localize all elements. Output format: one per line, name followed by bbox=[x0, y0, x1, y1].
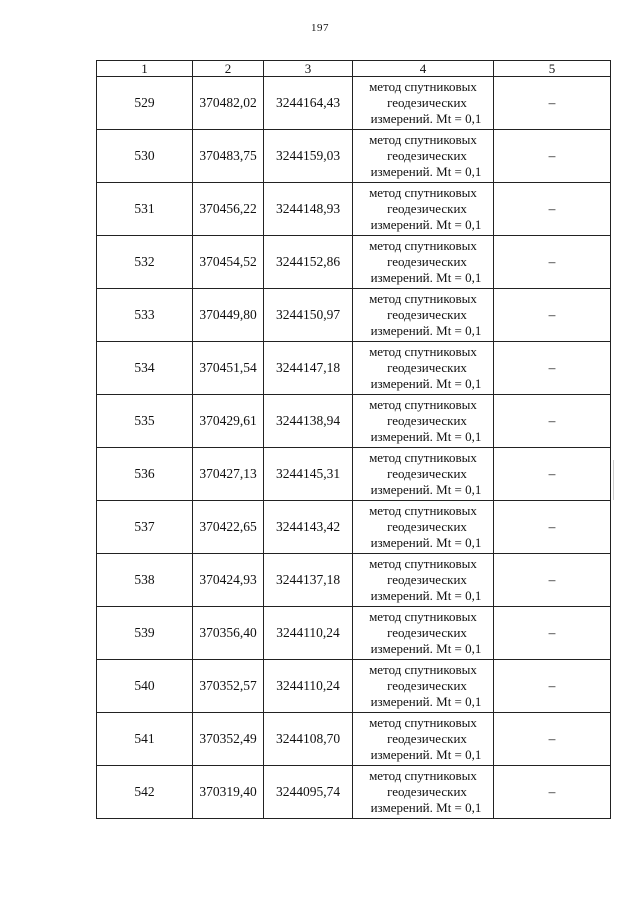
method-line: метод спутниковых bbox=[369, 450, 477, 465]
y-coordinate-cell: 3244137,18 bbox=[264, 554, 353, 607]
x-coordinate-cell: 370427,13 bbox=[193, 448, 264, 501]
note-cell: – bbox=[494, 236, 611, 289]
table-row bbox=[97, 77, 611, 130]
y-coordinate-cell: 3244110,24 bbox=[264, 660, 353, 713]
y-coordinate-cell: 3244138,94 bbox=[264, 395, 353, 448]
note-cell: – bbox=[494, 713, 611, 766]
method-cell bbox=[353, 607, 494, 660]
y-coordinate-cell: 3244095,74 bbox=[264, 766, 353, 819]
table-row bbox=[97, 607, 611, 660]
method-line: геодезических bbox=[387, 413, 467, 428]
method-line: геодезических bbox=[387, 678, 467, 693]
point-number-cell: 533 bbox=[97, 289, 193, 342]
method-line: геодезических bbox=[387, 95, 467, 110]
method-cell bbox=[353, 448, 494, 501]
y-coordinate-cell: 3244145,31 bbox=[264, 448, 353, 501]
x-coordinate-cell: 370429,61 bbox=[193, 395, 264, 448]
method-line: измерений. Mt = 0,1 bbox=[370, 588, 482, 603]
method-line: измерений. Mt = 0,1 bbox=[370, 270, 482, 285]
x-coordinate-cell: 370454,52 bbox=[193, 236, 264, 289]
table-header-row bbox=[97, 61, 611, 77]
x-coordinate-cell: 370483,75 bbox=[193, 130, 264, 183]
y-coordinate-cell: 3244159,03 bbox=[264, 130, 353, 183]
method-line: метод спутниковых bbox=[369, 662, 477, 677]
point-number-cell: 530 bbox=[97, 130, 193, 183]
table-row bbox=[97, 713, 611, 766]
table-row bbox=[97, 130, 611, 183]
note-cell: – bbox=[494, 766, 611, 819]
method-cell bbox=[353, 342, 494, 395]
note-cell: – bbox=[494, 77, 611, 130]
point-number-cell: 538 bbox=[97, 554, 193, 607]
method-line: метод спутниковых bbox=[369, 132, 477, 147]
note-cell: – bbox=[494, 183, 611, 236]
point-number-cell: 535 bbox=[97, 395, 193, 448]
x-coordinate-cell: 370456,22 bbox=[193, 183, 264, 236]
method-line: метод спутниковых bbox=[369, 79, 477, 94]
table-row bbox=[97, 554, 611, 607]
method-line: геодезических bbox=[387, 519, 467, 534]
method-line: измерений. Mt = 0,1 bbox=[370, 641, 482, 656]
column-header-3: 3 bbox=[264, 61, 353, 77]
point-number-cell: 534 bbox=[97, 342, 193, 395]
method-line: метод спутниковых bbox=[369, 609, 477, 624]
table-row bbox=[97, 183, 611, 236]
note-cell: – bbox=[494, 395, 611, 448]
method-cell bbox=[353, 183, 494, 236]
method-line: метод спутниковых bbox=[369, 503, 477, 518]
table-body bbox=[97, 77, 611, 819]
method-line: метод спутниковых bbox=[369, 185, 477, 200]
table-row bbox=[97, 395, 611, 448]
note-cell: – bbox=[494, 501, 611, 554]
method-cell bbox=[353, 395, 494, 448]
method-line: метод спутниковых bbox=[369, 556, 477, 571]
point-number-cell: 542 bbox=[97, 766, 193, 819]
method-line: геодезических bbox=[387, 466, 467, 481]
y-coordinate-cell: 3244147,18 bbox=[264, 342, 353, 395]
column-header-1: 1 bbox=[97, 61, 193, 77]
method-line: измерений. Mt = 0,1 bbox=[370, 376, 482, 391]
method-line: геодезических bbox=[387, 307, 467, 322]
method-cell bbox=[353, 77, 494, 130]
coordinates-table bbox=[96, 60, 611, 819]
table-row bbox=[97, 289, 611, 342]
x-coordinate-cell: 370424,93 bbox=[193, 554, 264, 607]
method-line: метод спутниковых bbox=[369, 397, 477, 412]
method-line: измерений. Mt = 0,1 bbox=[370, 694, 482, 709]
table-row bbox=[97, 448, 611, 501]
note-cell: – bbox=[494, 448, 611, 501]
method-line: метод спутниковых bbox=[369, 715, 477, 730]
method-line: геодезических bbox=[387, 201, 467, 216]
method-cell bbox=[353, 236, 494, 289]
point-number-cell: 532 bbox=[97, 236, 193, 289]
table-row bbox=[97, 342, 611, 395]
x-coordinate-cell: 370482,02 bbox=[193, 77, 264, 130]
y-coordinate-cell: 3244152,86 bbox=[264, 236, 353, 289]
x-coordinate-cell: 370352,57 bbox=[193, 660, 264, 713]
column-header-4: 4 bbox=[353, 61, 494, 77]
method-line: измерений. Mt = 0,1 bbox=[370, 111, 482, 126]
point-number-cell: 531 bbox=[97, 183, 193, 236]
x-coordinate-cell: 370449,80 bbox=[193, 289, 264, 342]
method-line: измерений. Mt = 0,1 bbox=[370, 747, 482, 762]
table-row bbox=[97, 501, 611, 554]
method-line: геодезических bbox=[387, 254, 467, 269]
x-coordinate-cell: 370352,49 bbox=[193, 713, 264, 766]
point-number-cell: 536 bbox=[97, 448, 193, 501]
method-line: измерений. Mt = 0,1 bbox=[370, 323, 482, 338]
method-line: измерений. Mt = 0,1 bbox=[370, 429, 482, 444]
method-line: метод спутниковых bbox=[369, 344, 477, 359]
note-cell: – bbox=[494, 289, 611, 342]
x-coordinate-cell: 370356,40 bbox=[193, 607, 264, 660]
table-row bbox=[97, 660, 611, 713]
note-cell: – bbox=[494, 554, 611, 607]
table-row bbox=[97, 766, 611, 819]
method-line: измерений. Mt = 0,1 bbox=[370, 164, 482, 179]
x-coordinate-cell: 370422,65 bbox=[193, 501, 264, 554]
method-line: геодезических bbox=[387, 148, 467, 163]
note-cell: – bbox=[494, 660, 611, 713]
margin-mark bbox=[613, 460, 614, 500]
method-cell bbox=[353, 554, 494, 607]
note-cell: – bbox=[494, 342, 611, 395]
method-line: метод спутниковых bbox=[369, 238, 477, 253]
y-coordinate-cell: 3244150,97 bbox=[264, 289, 353, 342]
note-cell: – bbox=[494, 130, 611, 183]
point-number-cell: 537 bbox=[97, 501, 193, 554]
note-cell: – bbox=[494, 607, 611, 660]
method-line: геодезических bbox=[387, 572, 467, 587]
method-line: геодезических bbox=[387, 360, 467, 375]
method-line: метод спутниковых bbox=[369, 768, 477, 783]
point-number-cell: 539 bbox=[97, 607, 193, 660]
method-cell bbox=[353, 501, 494, 554]
column-header-2: 2 bbox=[193, 61, 264, 77]
method-line: геодезических bbox=[387, 731, 467, 746]
point-number-cell: 529 bbox=[97, 77, 193, 130]
method-line: метод спутниковых bbox=[369, 291, 477, 306]
method-line: измерений. Mt = 0,1 bbox=[370, 535, 482, 550]
point-number-cell: 541 bbox=[97, 713, 193, 766]
table-row bbox=[97, 236, 611, 289]
method-cell bbox=[353, 766, 494, 819]
page-number: 197 bbox=[311, 22, 329, 34]
method-cell bbox=[353, 713, 494, 766]
y-coordinate-cell: 3244143,42 bbox=[264, 501, 353, 554]
point-number-cell: 540 bbox=[97, 660, 193, 713]
method-line: измерений. Mt = 0,1 bbox=[370, 217, 482, 232]
method-line: геодезических bbox=[387, 784, 467, 799]
column-header-5: 5 bbox=[494, 61, 611, 77]
method-cell bbox=[353, 660, 494, 713]
method-line: измерений. Mt = 0,1 bbox=[370, 482, 482, 497]
x-coordinate-cell: 370451,54 bbox=[193, 342, 264, 395]
x-coordinate-cell: 370319,40 bbox=[193, 766, 264, 819]
y-coordinate-cell: 3244164,43 bbox=[264, 77, 353, 130]
method-line: измерений. Mt = 0,1 bbox=[370, 800, 482, 815]
method-line: геодезических bbox=[387, 625, 467, 640]
y-coordinate-cell: 3244110,24 bbox=[264, 607, 353, 660]
method-cell bbox=[353, 130, 494, 183]
method-cell bbox=[353, 289, 494, 342]
y-coordinate-cell: 3244148,93 bbox=[264, 183, 353, 236]
y-coordinate-cell: 3244108,70 bbox=[264, 713, 353, 766]
